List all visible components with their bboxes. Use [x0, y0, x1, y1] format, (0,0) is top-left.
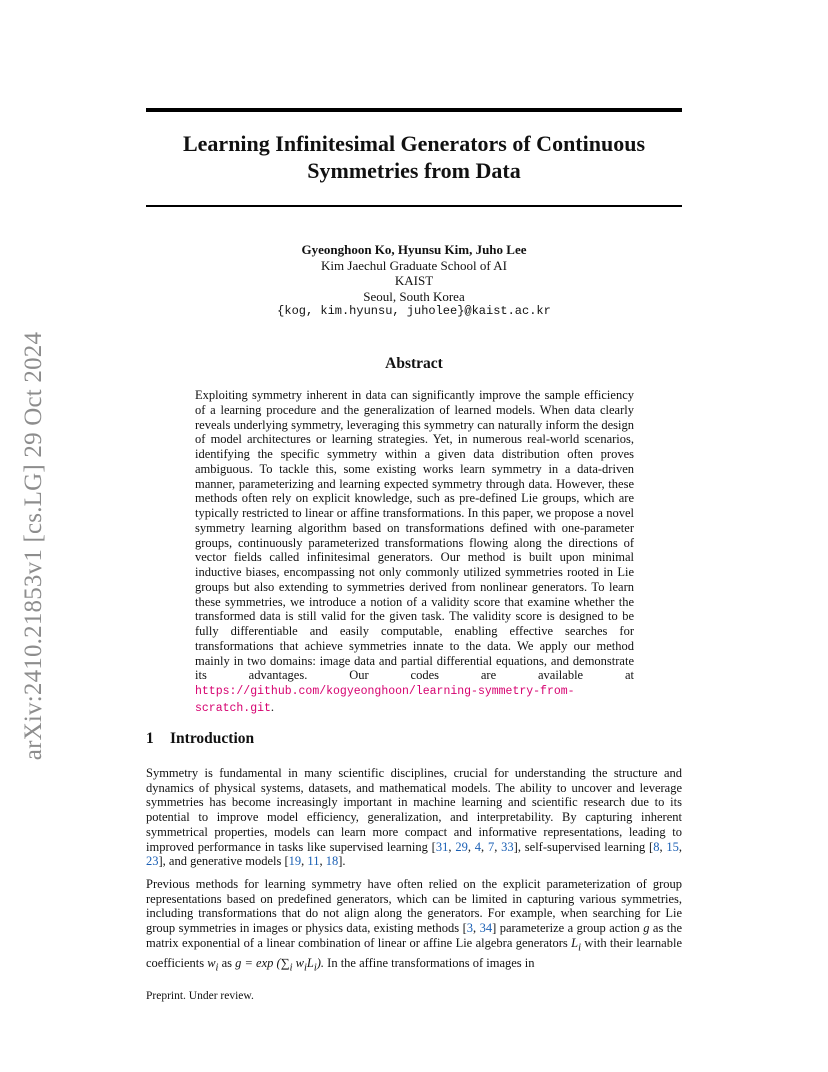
author-names: Gyeonghoon Ko, Hyunsu Kim, Juho Lee — [301, 242, 527, 257]
citation-link[interactable]: 34 — [479, 921, 493, 936]
citation-link[interactable]: 3 — [466, 921, 474, 936]
footer-note: Preprint. Under review. — [146, 990, 254, 1002]
citation-link[interactable]: 15 — [666, 839, 679, 854]
code-link[interactable]: https://github.com/kogyeonghoon/learning-symmetry-from-scratch.git — [195, 685, 575, 715]
group-action-equation: $g = \exp (\sum_i$ $w_iL_i$). — [235, 956, 325, 974]
intro-paragraph-1: Symmetry is fundamental in many scientific disciplines, crucial for understanding the structure and dynamics of physical systems, datasets, and mathematical models. The ability to uncover and leverage symmetries has become increasingly important in machine learning and scientific research due to its potential to improve model efficiency, generalization, and interpretability. By capturing inherent symmetrical properties, models can learn more compact and informative representations, leading to improved performance in tasks like supervised learning [31, 29, 4, 7, 33], self-supervised learning [8, 15, 23], and generative models [19, 11, 18]. — [146, 766, 683, 869]
citation-link[interactable]: 33 — [501, 839, 514, 854]
author-block — [146, 242, 682, 320]
section-heading: 1 Introduction — [146, 730, 255, 747]
citation-link[interactable]: 11 — [307, 854, 320, 869]
title-rule-bottom — [146, 205, 682, 207]
citation-link[interactable]: 31 — [435, 839, 449, 854]
affiliation: Kim Jaechul Graduate School of AI — [321, 257, 507, 273]
citation-link[interactable]: 23 — [146, 854, 159, 869]
citation-link[interactable]: 4 — [474, 839, 482, 854]
paper-title: Learning Infinitesimal Generators of Continuous Symmetries from Data — [182, 131, 646, 183]
citation-link[interactable]: 18 — [325, 854, 339, 869]
abstract-heading: Abstract — [385, 355, 443, 372]
intro-paragraph-2: Previous methods for learning symmetry have often relied on the explicit parameterization of group representations based on predefined generators, which can be limited in capturing various symmetries, including transformations that do not align along the generators. For example, when searching for Lie group symmetries in images or physics data, existing methods [3, 34] parameterize a group action g as the matrix exponential of a linear combination of linear or affine Lie algebra generators $L_i$ with their learnable coefficients $w_i$ as $g = \exp (\sum_i$ $w_iL_i$). In the affine transformations of images in — [146, 877, 683, 974]
institution: KAIST — [394, 273, 434, 288]
title-rule-top — [146, 108, 682, 112]
citation-link[interactable]: 29 — [455, 839, 468, 854]
abstract-body: Exploiting symmetry inherent in data can significantly improve the sample efficiency of a learning procedure and the generalization of learned models. When data clearly reveals underlying symmetry, leveraging this symmetry can naturally inform the design of model architectures or learning strategies. Yet, in numerous real-world scenarios, identifying the specific symmetry within a given data distribution often proves ambiguous. To tackle this, some existing works learn symmetry in a data-driven manner, parameterizing and learning expected symmetry through data. However, these methods often rely on explicit knowledge, such as pre-defined Lie groups, which are typically restricted to linear or affine transformations. In this paper, we propose a novel symmetry learning algorithm based on transformations defined with one-parameter groups, continuously parameterized transformations flowing along the directions of vector fields called infinitesimal generators. Our method is built upon minimal inductive biases, encompassing not only commonly utilized symmetries rooted in Lie groups but also extending to symmetries derived from nonlinear generators. To learn these symmetries, we introduce a notion of a validity score that examine whether the transformed data is still valid for the given task. The validity score is designed to be fully differentiable and easily computable, enabling effective searches for transformations that achieve symmetries innate to the data. We apply our method mainly in two domains: image data and partial differential equations, and demonstrate its advantages. Our codes are available at https://github.com/kogyeonghoon/learning-symmetry-from-scratch.git. — [195, 388, 634, 715]
citation-link[interactable]: 7 — [487, 839, 495, 854]
citation-link[interactable]: 19 — [288, 854, 302, 869]
citation-link[interactable]: 8 — [653, 839, 660, 854]
author-emails: {kog, kim.hyunsu, juholee}@kaist.ac.kr — [277, 304, 551, 318]
location: Seoul, South Korea — [363, 288, 465, 304]
